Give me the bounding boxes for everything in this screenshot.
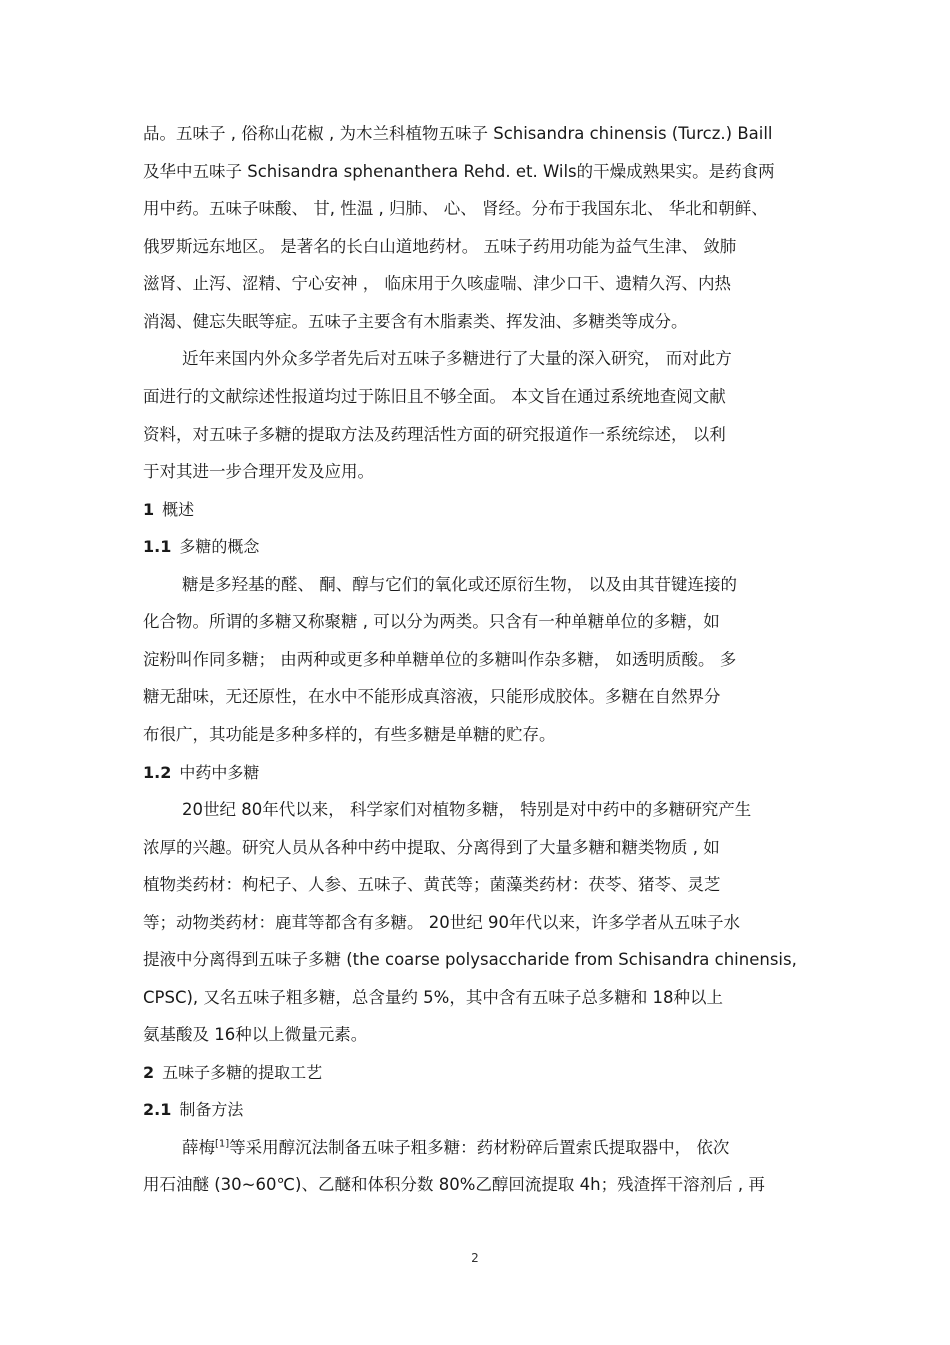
section-number: 1.2 (143, 763, 172, 782)
body-text-line: 消渴、健忘失眠等症。五味子主要含有木脂素类、挥发油、多糖类等成分。 (143, 312, 688, 331)
body-text-line: 资料，对五味子多糖的提取方法及药理活性方面的研究报道作一系统综述， 以利 (143, 425, 726, 444)
body-text-line: 氨基酸及 16种以上微量元素。 (143, 1025, 368, 1044)
section-heading (143, 1062, 322, 1084)
body-text-line: 化合物。所谓的多糖又称聚糖 , 可以分为两类。只含有一种单糖单位的多糖，如 (143, 612, 720, 631)
page-number: 2 (471, 1251, 479, 1265)
subsection-heading (143, 536, 259, 558)
body-text-line: 等；动物类药材：鹿茸等都含有多糖。 20世纪 90年代以来，许多学者从五味子水 (143, 913, 740, 932)
body-text-line: 用中药。五味子味酸、 甘, 性温 , 归肺、 心、 肾经。分布于我国东北、 华北和朝鲜、 (143, 199, 768, 218)
body-text-line: 植物类药材：枸杞子、人参、五味子、黄芪等；菌藻类药材：茯苓、猪苓、灵芝 (143, 875, 721, 894)
section-number: 2 (143, 1063, 155, 1082)
body-text-line: 俄罗斯远东地区。 是著名的长白山道地药材。 五味子药用功能为益气生津、 敛肺 (143, 237, 737, 256)
section-number: 1.1 (143, 537, 172, 556)
section-number: 1 (143, 500, 155, 519)
section-title: 五味子多糖的提取工艺 (162, 1063, 323, 1082)
body-text-line: 品。五味子 , 俗称山花椒 , 为木兰科植物五味子 Schisandra chinensis (Turcz.) Baill (143, 124, 773, 143)
body-text-fragment: 等采用醇沉法制备五味子粗多糖：药材粉碎后置索氏提取器中， 依次 (229, 1138, 730, 1157)
author-name: 薛梅 (182, 1138, 215, 1157)
body-text-line: 浓厚的兴趣。研究人员从各种中药中提取、分离得到了大量多糖和糖类物质 , 如 (143, 838, 720, 857)
section-title: 制备方法 (179, 1100, 244, 1119)
subsection-heading (143, 762, 259, 784)
section-title: 概述 (162, 500, 195, 519)
body-text-line: 近年来国内外众多学者先后对五味子多糖进行了大量的深入研究， 而对此方 (182, 349, 732, 368)
body-text-line: 20世纪 80年代以来， 科学家们对植物多糖， 特别是对中药中的多糖研究产生 (182, 800, 752, 819)
section-heading (143, 499, 194, 521)
body-text-line: 及华中五味子 Schisandra sphenanthera Rehd. et. Wils的干燥成熟果实。是药食两 (143, 162, 775, 181)
body-text-line: 面进行的文献综述性报道均过于陈旧且不够全面。 本文旨在通过系统地查阅文献 (143, 387, 726, 406)
body-text-line: 淀粉叫作同多糖； 由两种或更多种单糖单位的多糖叫作杂多糖， 如透明质酸。 多 (143, 650, 737, 669)
section-title: 多糖的概念 (179, 537, 260, 556)
body-text-line: 滋肾、止泻、涩精、宁心安神 ， 临床用于久咳虚喘、津少口干、遗精久泻、内热 (143, 274, 731, 293)
subsection-heading (143, 1099, 243, 1121)
section-number: 2.1 (143, 1100, 172, 1119)
body-text-line: 糖是多羟基的醛、 酮、醇与它们的氧化或还原衍生物， 以及由其苷键连接的 (182, 575, 737, 594)
body-text-line: 糖无甜味，无还原性，在水中不能形成真溶液，只能形成胶体。多糖在自然界分 (143, 687, 721, 706)
body-text-line: 用石油醚 (30~60℃)、乙醚和体积分数 80%乙醇回流提取 4h；残渣挥干溶剂后 , 再 (143, 1175, 765, 1194)
body-text-line: 提液中分离得到五味子多糖 (the coarse polysaccharide from Schisandra chinensis, (143, 950, 797, 969)
body-text-line: 布很广，其功能是多种多样的，有些多糖是单糖的贮存。 (143, 725, 556, 744)
citation-ref[interactable]: [1] (215, 1138, 230, 1150)
body-text-line: CPSC), 又名五味子粗多糖，总含量约 5%，其中含有五味子总多糖和 18种以上 (143, 988, 724, 1007)
section-title: 中药中多糖 (179, 763, 260, 782)
body-text-line: 于对其进一步合理开发及应用。 (143, 462, 374, 481)
body-text-line (182, 1137, 729, 1159)
